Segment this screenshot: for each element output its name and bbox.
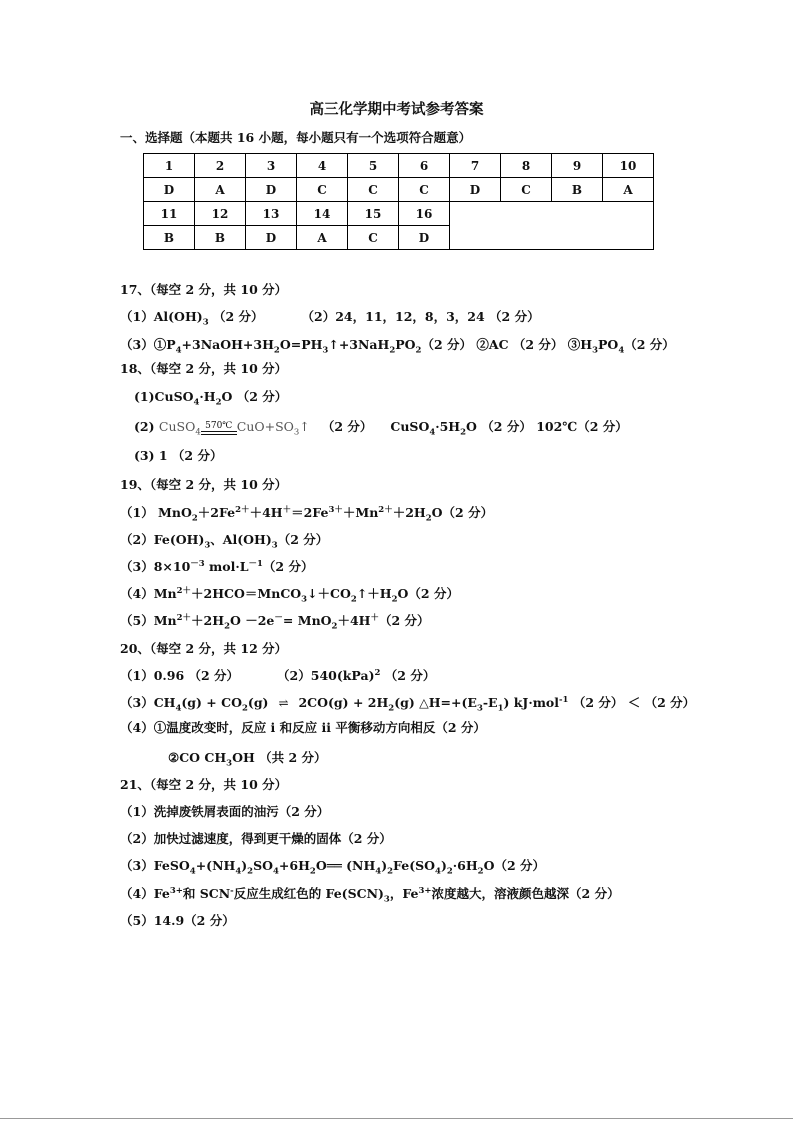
table-row <box>144 202 654 226</box>
table-cell: C <box>399 178 450 202</box>
table-cell: 14 <box>297 202 348 226</box>
q18-line1: $(1)CuSO_4\cdot H_2O$ （2 分） <box>134 389 288 408</box>
table-cell: 2 <box>195 154 246 178</box>
q19-line3: $(3)8\times 10^{-3}$ $mol\cdot L^{-1}(2$ 分） <box>120 558 314 574</box>
table-cell: 8 <box>501 154 552 178</box>
table-cell: C <box>348 178 399 202</box>
q21-heading: 21、（每空 2 分，共 10 分） <box>120 777 288 792</box>
table-cell: 1 <box>144 154 195 178</box>
table-cell: 7 <box>450 154 501 178</box>
table-cell: A <box>297 226 348 250</box>
table-cell: B <box>195 226 246 250</box>
table-cell: D <box>246 226 297 250</box>
q17-line2: $(3)①P_4+3NaOH+3H_2O=PH_3↑+3NaH_2PO_2(2$ 分） ②AC （2 分） $③H_3PO_4(2$ 分） <box>120 337 675 356</box>
q19-line4: $(4)Mn^{2+}+2HCO=MnCO_3↓+CO_2↑+H_2O(2$ 分） <box>120 585 459 605</box>
q20-heading: 20、（每空 2 分，共 12 分） <box>120 641 288 656</box>
table-blank-cell <box>450 202 654 250</box>
q19-line2: $(2)Fe(OH)_3$、$Al(OH)_3(2$ 分） <box>120 532 329 551</box>
page-bottom-rule <box>0 1118 793 1119</box>
q19-line5: $(5)Mn^{2+}+2H_2O -2e^-= MnO_2+4H^+(2$ 分） <box>120 612 430 632</box>
q19-line1: （1） $MnO_2+2Fe^{2+}+4H^+=2Fe^{3+}+Mn^{2+}+2H_2O(2$ 分） <box>120 504 494 524</box>
q20-line3: （4）①温度改变时，反应 i 和反应 ii 平衡移动方向相反（2 分） <box>120 720 486 735</box>
table-cell: A <box>603 178 654 202</box>
table-cell: D <box>144 178 195 202</box>
q21-line4: $(4)Fe^{3+}$和 SCN-反应生成红色的 $Fe(SCN)_3$，$Fe^{3+}$浓度越大，溶液颜色越深（2 分） <box>120 885 620 905</box>
table-cell: 3 <box>246 154 297 178</box>
table-cell: 11 <box>144 202 195 226</box>
table-cell: B <box>144 226 195 250</box>
table-row <box>144 178 654 202</box>
table-cell: 4 <box>297 154 348 178</box>
table-cell: 15 <box>348 202 399 226</box>
q20-line1: （1）0.96 （2 分） （2）540(kPa)$^2$ （2 分） <box>120 667 436 683</box>
reaction-condition-arrow: 570℃ <box>201 421 237 435</box>
table-cell: C <box>297 178 348 202</box>
table-cell: 5 <box>348 154 399 178</box>
table-cell: B <box>552 178 603 202</box>
table-cell: C <box>501 178 552 202</box>
q19-heading: 19、（每空 2 分，共 10 分） <box>120 477 288 492</box>
q20-line4: ②CO $CH_3OH$ （共 2 分） <box>168 750 327 769</box>
table-cell: C <box>348 226 399 250</box>
q18-line2: (2) CuSO$_4$ 570℃ $CuO+SO_3↑$ （2 分） $CuSO_4\cdot 5H_2O$ （2 分） 102℃（2 分） <box>134 419 628 438</box>
q21-line3: $(3)FeSO_4+(NH_4)_2SO_4+6H_2O══$ $(NH_4)_2Fe(SO_4)_2\cdot 6H_2O(2$ 分） <box>120 858 546 877</box>
table-cell: 10 <box>603 154 654 178</box>
q17-heading: 17、（每空 2 分，共 10 分） <box>120 282 288 297</box>
answer-table <box>143 153 654 250</box>
table-cell: A <box>195 178 246 202</box>
table-cell: D <box>246 178 297 202</box>
q21-line2: （2）加快过滤速度，得到更干燥的固体（2 分） <box>120 831 392 846</box>
table-cell: 16 <box>399 202 450 226</box>
table-cell: 6 <box>399 154 450 178</box>
q20-line2: $(3)CH_4(g) + CO_2(g)$ ⇌ $2CO(g) + 2H_2(g)$ $\triangle H=+(E_3-E_1)$ kJ·mol$^{-1}$ （2 分） ＜ （2 分） <box>120 694 696 714</box>
q18-heading: 18、（每空 2 分，共 10 分） <box>120 361 288 376</box>
table-cell: 12 <box>195 202 246 226</box>
section-heading-choice: 一、选择题（本题共 16 小题，每小题只有一个选项符合题意） <box>120 130 472 145</box>
page-title: 高三化学期中考试参考答案 <box>309 101 484 118</box>
table-cell: 9 <box>552 154 603 178</box>
q18-line3: (3) 1 （2 分） <box>134 448 223 463</box>
table-cell: D <box>399 226 450 250</box>
q21-line1: （1）洗掉废铁屑表面的油污（2 分） <box>120 804 330 819</box>
q17-line1: $(1)Al(OH)_3$ （2 分） （2）24，11，12，8，3，24 （2 分） <box>120 309 540 328</box>
table-cell: D <box>450 178 501 202</box>
table-cell: 13 <box>246 202 297 226</box>
table-row <box>144 154 654 178</box>
q21-line5: （5）14.9（2 分） <box>120 913 235 928</box>
equilibrium-arrow: ⇌ <box>278 696 289 710</box>
